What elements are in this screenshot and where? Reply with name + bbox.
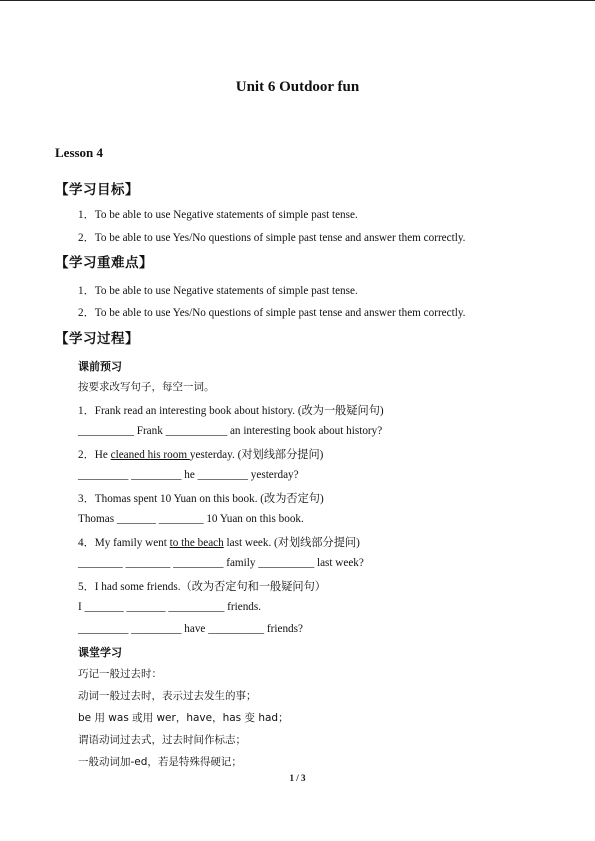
page-number: 1 / 3 xyxy=(289,773,306,783)
classroom-line: 巧记一般过去时： xyxy=(78,668,162,680)
question-1-prompt: 1．Frank read an interesting book about history. (改为一般疑问句) xyxy=(78,405,384,417)
question-2-post: yesterday. (对划线部分提问) xyxy=(189,449,324,461)
question-5-answer-1: I _______ _______ __________ friends. xyxy=(78,601,262,613)
question-5-answer-2: _________ _________ have __________ friends? xyxy=(78,623,303,635)
question-1-answer: __________ Frank ___________ an interesting book about history? xyxy=(78,425,383,437)
classroom-line: 谓语动词过去式，过去时间作标志； xyxy=(78,734,246,746)
lesson-label: Lesson 4 xyxy=(55,145,104,160)
question-2-answer: _________ _________ he _________ yesterday? xyxy=(78,469,299,481)
question-3-prompt: 3．Thomas spent 10 Yuan on this book. (改为否定句) xyxy=(78,493,324,505)
classroom-line: be 用 was 或用 wer，have，has 变 had； xyxy=(78,712,289,724)
classroom-line: 动词一般过去时，表示过去发生的事； xyxy=(78,690,257,702)
question-3-answer: Thomas _______ ________ 10 Yuan on this book. xyxy=(78,513,304,525)
question-2-underlined: cleaned his room xyxy=(110,449,190,461)
question-4-prompt xyxy=(78,534,360,550)
preview-instruction: 按要求改写句子，每空一词。 xyxy=(78,381,215,393)
question-5-prompt: 5．I had some friends.（改为否定句和一般疑问句） xyxy=(78,581,326,593)
top-border xyxy=(0,0,595,1)
key-point-item: 2．To be able to use Yes/No questions of simple past tense and answer them correctly. xyxy=(78,307,466,319)
objective-item: 1．To be able to use Negative statements of simple past tense. xyxy=(78,209,358,221)
objectives-heading: 【学习目标】 xyxy=(55,182,139,198)
objective-item: 2．To be able to use Yes/No questions of simple past tense and answer them correctly. xyxy=(78,232,466,244)
question-4-post: last week. (对划线部分提问) xyxy=(223,537,360,549)
key-points-heading: 【学习重难点】 xyxy=(55,255,153,271)
classroom-heading: 课堂学习 xyxy=(78,646,122,659)
page-title: Unit 6 Outdoor fun xyxy=(235,79,360,95)
question-4-pre: 4．My family went xyxy=(78,537,170,549)
question-4-answer: ________ ________ _________ family __________ last week? xyxy=(78,557,364,569)
key-point-item: 1．To be able to use Negative statements of simple past tense. xyxy=(78,285,358,297)
preview-heading: 课前预习 xyxy=(78,360,122,373)
question-2-prompt xyxy=(78,446,323,462)
question-2-pre: 2．He xyxy=(78,449,111,461)
process-heading: 【学习过程】 xyxy=(55,331,139,347)
question-4-underlined: to the beach xyxy=(169,537,224,549)
classroom-line: 一般动词加-ed，若是特殊得硬记； xyxy=(78,756,242,768)
